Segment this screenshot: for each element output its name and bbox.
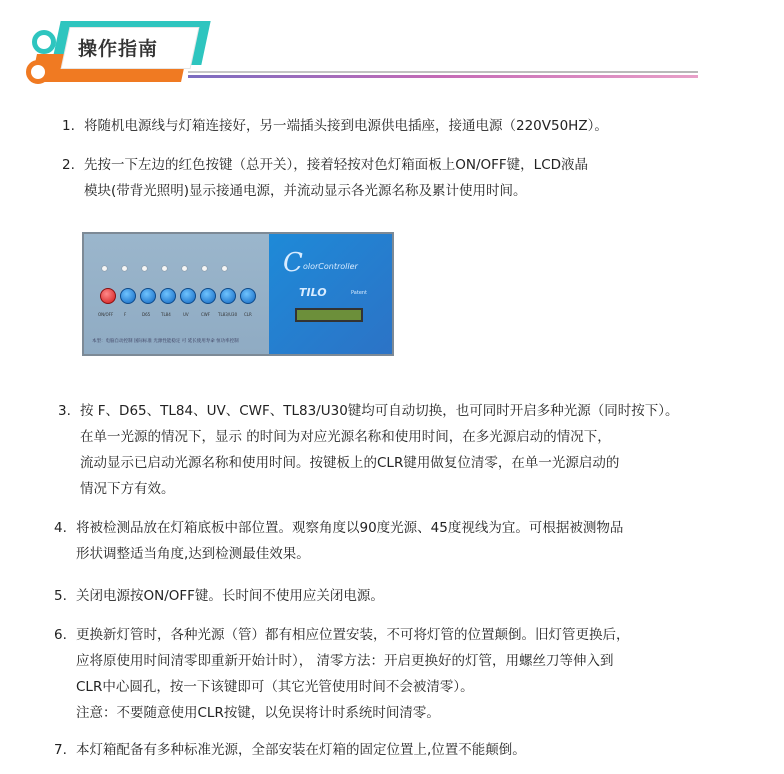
button-label: TL84 — [161, 312, 171, 317]
button-label: CWF — [201, 312, 211, 317]
step-number: 7. — [54, 742, 67, 758]
panel-button-icon — [200, 288, 216, 304]
indicator-led — [102, 266, 107, 271]
step-text: 情况下方有效。 — [80, 481, 175, 497]
indicator-led — [202, 266, 207, 271]
step-text: 将被检测品放在灯箱底板中部位置。观察角度以90度光源、45度视线为宜。可根据被测物品 — [76, 520, 624, 536]
step-text: CLR中心圆孔，按一下该键即可（其它光管使用时间不会被清零）。 — [76, 679, 474, 695]
indicator-led — [222, 266, 227, 271]
page-title: 操作指南 — [78, 38, 159, 60]
step-3 — [58, 398, 679, 502]
section-header — [20, 8, 720, 88]
brand-logo-text: olorController — [303, 262, 358, 271]
divider-line — [188, 71, 698, 73]
indicator-led — [122, 266, 127, 271]
panel-keypad — [84, 234, 269, 354]
step-text: 本灯箱配备有多种标准光源，全部安装在灯箱的固定位置上,位置不能颠倒。 — [76, 742, 526, 758]
button-label: F — [124, 312, 127, 317]
indicator-led — [182, 266, 187, 271]
panel-display-area — [269, 234, 392, 354]
controller-panel-image — [82, 232, 394, 356]
indicator-led — [162, 266, 167, 271]
step-text: 模块(带背光照明)显示接通电源，并流动显示各光源名称及累计使用时间。 — [84, 183, 527, 199]
step-number: 4. — [54, 520, 67, 536]
step-text: 将随机电源线与灯箱连接好，另一端插头接到电源供电插座，接通电源（220V50HZ）。 — [84, 118, 608, 134]
brand-name: TILO — [299, 286, 327, 299]
step-note: 注意：不要随意使用CLR按键，以免误将计时系统时间清零。 — [76, 705, 440, 721]
step-text: 应将原使用时间清零即重新开始计时）， 清零方法：开启更换好的灯管，用螺丝刀等伸入到 — [76, 653, 614, 669]
panel-footer-text: 本型：电脑自动控制 国际标准 光源性能稳定 可 延长使用寿命 恒功率控制 — [92, 339, 239, 344]
step-2 — [62, 152, 588, 204]
step-4 — [54, 515, 623, 567]
step-number: 3. — [58, 403, 71, 419]
step-number: 1. — [62, 118, 75, 134]
brand-logo-initial: C — [283, 248, 303, 278]
button-label: CLR — [244, 312, 252, 317]
step-text: 更换新灯管时，各种光源（管）都有相应位置安装，不可将灯管的位置颠倒。旧灯管更换后， — [76, 627, 630, 643]
button-label: UV — [183, 312, 189, 317]
button-label: D65 — [142, 312, 151, 317]
indicator-led — [142, 266, 147, 271]
power-button-icon — [100, 288, 116, 304]
step-number: 6. — [54, 627, 67, 643]
step-text: 先按一下左边的红色按键（总开关），接着轻按对色灯箱面板上ON/OFF键，LCD液晶 — [84, 157, 589, 173]
orange-ring-icon — [26, 60, 50, 84]
step-text: 按 F、D65、TL84、UV、CWF、TL83/U30键均可自动切换，也可同时开启多种光源（同时按下）。 — [80, 403, 679, 419]
button-label: TL83/U30 — [218, 312, 238, 317]
panel-button-icon — [240, 288, 256, 304]
step-number: 2. — [62, 157, 75, 173]
step-6 — [54, 622, 630, 726]
teal-ring-icon — [32, 30, 56, 54]
panel-button-icon — [140, 288, 156, 304]
step-1 — [62, 113, 608, 139]
brand-sub: Patent — [351, 290, 368, 296]
step-text: 关闭电源按ON/OFF键。长时间不使用应关闭电源。 — [76, 588, 384, 604]
step-number: 5. — [54, 588, 67, 604]
divider-line-accent — [188, 75, 698, 78]
step-7 — [54, 737, 526, 763]
step-5 — [54, 583, 384, 609]
button-label: ON/OFF — [98, 312, 114, 317]
panel-button-icon — [120, 288, 136, 304]
panel-button-icon — [160, 288, 176, 304]
step-text: 在单一光源的情况下，显示 的时间为对应光源名称和使用时间，在多光源启动的情况下， — [80, 429, 611, 445]
step-text: 流动显示已启动光源名称和使用时间。按键板上的CLR键用做复位清零，在单一光源启动的 — [80, 455, 620, 471]
step-text: 形状调整适当角度,达到检测最佳效果。 — [76, 546, 310, 562]
lcd-display — [295, 308, 363, 322]
panel-button-icon — [180, 288, 196, 304]
panel-button-icon — [220, 288, 236, 304]
